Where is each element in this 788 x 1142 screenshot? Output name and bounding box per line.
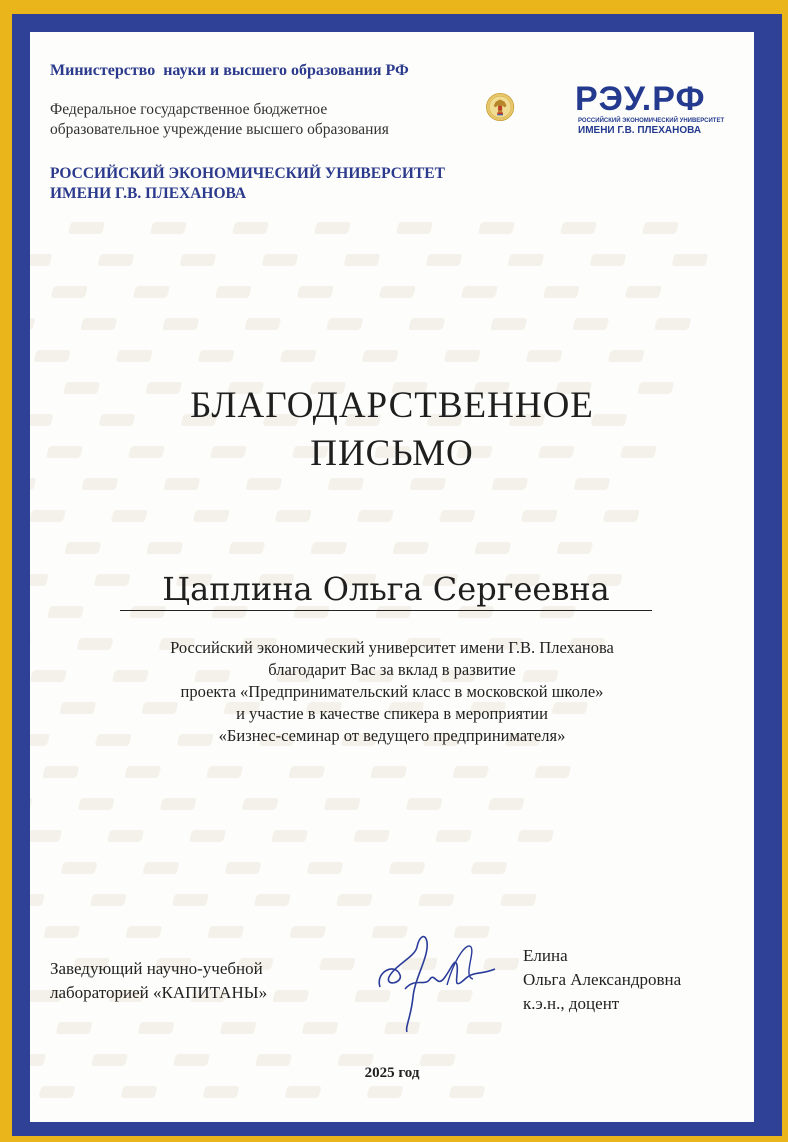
letter-body (30, 637, 754, 747)
title-line-2: ПИСЬМО (310, 433, 474, 474)
university-name (50, 164, 445, 204)
recipient-name: Цаплина Ольга Сергеевна (120, 570, 652, 611)
signer-name (523, 944, 681, 1016)
university-line-2: ИМЕНИ Г.В. ПЛЕХАНОВА (50, 185, 247, 202)
position-line-2: лабораторией «КАПИТАНЫ» (50, 983, 268, 1002)
title-line-1: БЛАГОДАРСТВЕННОЕ (190, 385, 594, 426)
handwritten-signature (355, 917, 515, 1047)
document-year: 2025 год (364, 1065, 420, 1081)
ministry-name: Министерство науки и высшего образования РФ (50, 62, 409, 79)
double-headed-eagle-emblem-icon (485, 62, 575, 152)
federal-line-2: образовательное учреждение высшего образования (50, 121, 389, 138)
body-line-1: Российский экономический университет имени Г.В. Плеханова (170, 638, 614, 657)
federal-institution (50, 100, 389, 140)
signer-position (50, 957, 267, 1005)
signer-line-3: к.э.н., доцент (523, 994, 620, 1013)
body-line-4: и участие в качестве спикера в мероприятии (236, 704, 548, 723)
position-line-1: Заведующий научно-учебной (50, 959, 263, 978)
brand-subtitle-2: ИМЕНИ Г.В. ПЛЕХАНОВА (578, 125, 702, 136)
brand-subtitle-1: РОССИЙСКИЙ ЭКОНОМИЧЕСКИЙ УНИВЕРСИТЕТ (578, 118, 725, 124)
brand-logo-text: РЭУ.РФ (575, 80, 706, 118)
signer-line-1: Елина (523, 946, 568, 965)
body-line-2: благодарит Вас за вклад в развитие (268, 660, 516, 679)
document-title (30, 382, 754, 478)
certificate-paper (30, 32, 754, 1122)
signer-line-2: Ольга Александровна (523, 970, 682, 989)
body-line-5: «Бизнес-семинар от ведущего предпринимателя» (218, 726, 566, 745)
federal-line-1: Федеральное государственное бюджетное (50, 101, 328, 118)
university-line-1: РОССИЙСКИЙ ЭКОНОМИЧЕСКИЙ УНИВЕРСИТЕТ (50, 165, 445, 182)
body-line-3: проекта «Предпринимательский класс в московской школе» (180, 682, 604, 701)
